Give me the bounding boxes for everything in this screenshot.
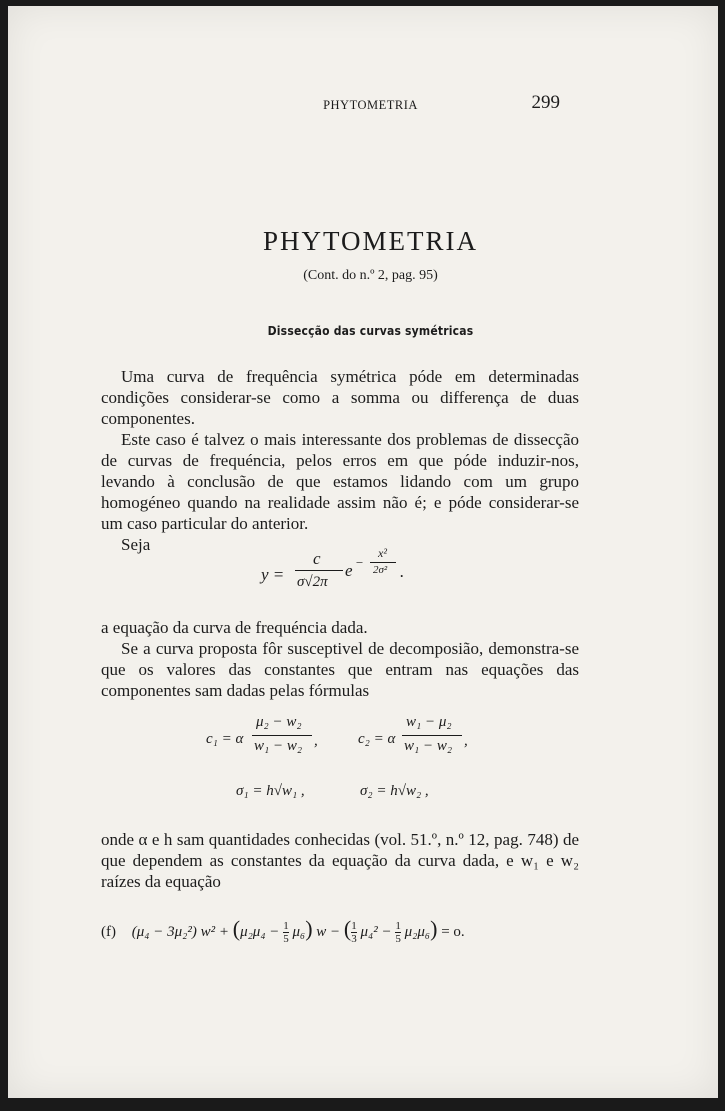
open-paren: (: [232, 916, 241, 941]
eq-f-part2: μ₂μ₄ −: [240, 924, 280, 940]
eq-f-part3: μ₆: [292, 924, 306, 940]
article-title: PHYTOMETRIA: [262, 226, 478, 256]
eq-denominator: σ√2π: [297, 574, 328, 590]
eq-c2-end: ,: [464, 733, 468, 749]
equation-f: [101, 916, 581, 945]
running-title: PHYTOMETRIA: [323, 98, 418, 112]
eq-f-end: = o.: [441, 924, 465, 940]
eq-exp-sign: −: [355, 555, 364, 570]
eq-exp-denominator: 2σ²: [373, 564, 388, 576]
paragraph-3: Seja: [121, 535, 151, 554]
eq-sigma2: σ₂ = h√w₂ ,: [360, 783, 429, 799]
c1-fraction-bar: [252, 735, 312, 736]
frac2-num: 1: [351, 920, 357, 933]
eq-exp-base: e: [345, 561, 353, 580]
paragraph-4: a equação da curva de frequéncia dada.: [101, 618, 368, 637]
continuation-note: (Cont. do n.º 2, pag. 95): [303, 268, 438, 283]
frac2-den: 3: [351, 933, 357, 946]
eq-c2-den: w₁ − w₂: [404, 738, 453, 754]
paragraph-1: Uma curva de frequência symétrica póde em determinadas condições considerar-se como a somma ou differença de duas componentes.: [101, 367, 579, 428]
eq-f-part4: w −: [316, 924, 341, 940]
eq-exp-numerator: x²: [378, 546, 387, 560]
eq-period: .: [400, 562, 405, 581]
eq-c1-num: μ₂ − w₂: [256, 714, 302, 730]
close-paren-2: ): [430, 916, 438, 941]
frac3-den: 5: [395, 933, 401, 946]
eq-c1-lhs: c₁ = α: [206, 731, 244, 747]
close-paren: ): [305, 916, 313, 941]
paragraph-2: Este caso é talvez o mais interessante dos problemas de dissecção de curvas de frequéncia, pelos erros em que póde induzir-nos, levando à conclusão de que estamos lidando com um grupo homogéneo quando na realidade assim não é; e póde considerar-se um caso particular do anterior.: [101, 430, 579, 533]
frac1-den: 5: [283, 933, 289, 946]
eq-f-part6: μ₂μ₆: [404, 924, 431, 940]
paragraph-6: onde α e h sam quantidades conhecidas (vol. 51.º, n.º 12, pag. 748) de que dependem as constantes da equação da curva dada, e w₁ e w₂ raízes da equação: [101, 830, 579, 891]
c2-fraction-bar: [402, 735, 462, 736]
page-number: 299: [531, 92, 560, 113]
eq-c1-den: w₁ − w₂: [254, 738, 303, 754]
eq-sigma1: σ₁ = h√w₁ ,: [236, 783, 305, 799]
eq-c2-num: w₁ − μ₂: [406, 714, 452, 730]
frac1-num: 1: [283, 920, 289, 933]
eq-c2-lhs: c₂ = α: [358, 731, 396, 747]
eq-c1-end: ,: [314, 733, 318, 749]
eq-f-frac3: [395, 920, 401, 945]
eq-f-part1: (μ₄ − 3μ₂²) w² +: [131, 924, 229, 940]
eq-numerator: c: [313, 549, 321, 568]
frac3-num: 1: [395, 920, 401, 933]
document-page: [8, 6, 718, 1098]
paragraph-5: Se a curva proposta fôr susceptivel de decomposião, demonstra-se que os valores das constantes que entram nas equações das componentes sam dadas pelas fórmulas: [101, 639, 579, 700]
paragraph-end: [101, 829, 579, 892]
eq-f-label: (f): [101, 924, 116, 940]
eq-f-frac2: [351, 920, 357, 945]
eq-lhs: y =: [261, 565, 285, 584]
open-paren-2: (: [343, 916, 352, 941]
eq-f-frac1: [283, 920, 289, 945]
eq-f-part5: μ₄² −: [360, 924, 392, 940]
section-heading: Dissecção das curvas symétricas: [267, 324, 474, 338]
equation-constants: [8, 6, 725, 1111]
